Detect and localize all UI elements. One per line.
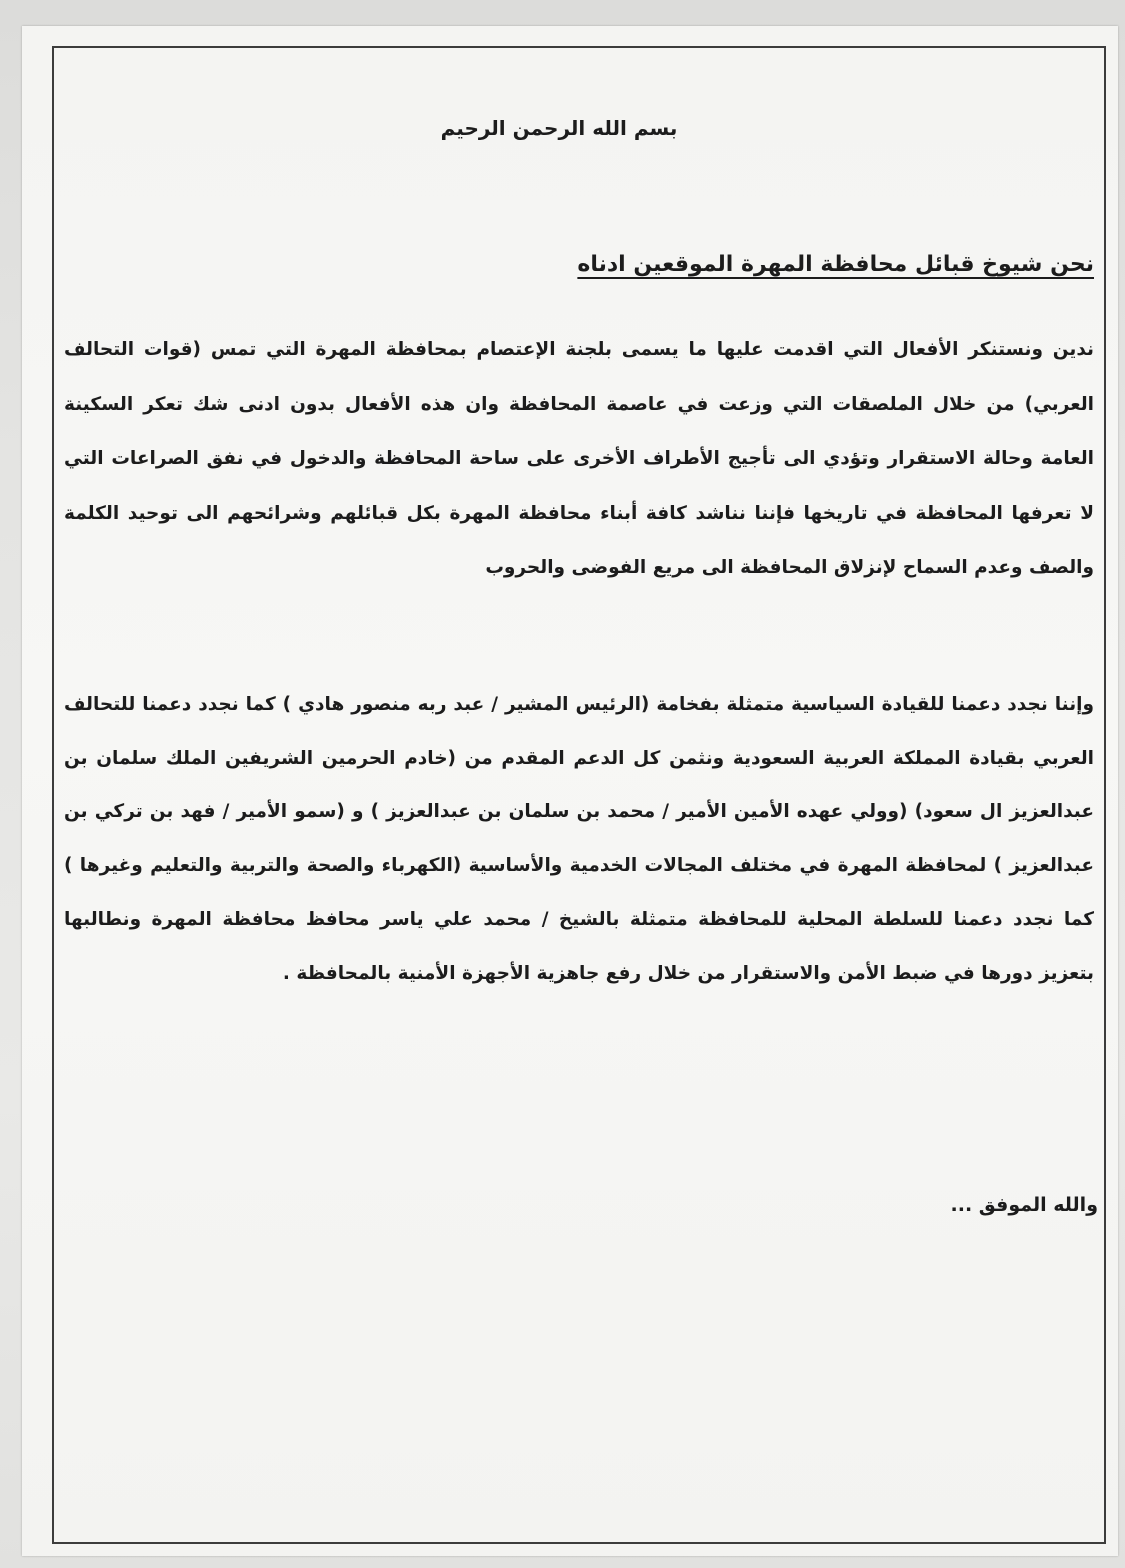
closing-line: والله الموفق ... [950, 1194, 1098, 1216]
basmala: بسم الله الرحمن الرحيم [440, 116, 678, 140]
paragraph-support: وإننا نجدد دعمنا للقيادة السياسية متمثلة بفخامة (الرئيس المشير / عبد ربه منصور هادي ) كما نجدد دعمنا للتحالف العربي بقيادة المملكة العربية السعودية ونثمن كل الدعم المقدم من (خادم الحرمين الشريفين الملك سلمان بن عبدالعزيز ال سعود) (وولي عهده الأمين الأمير / محمد بن سلمان بن عبدالعزيز ) و (سمو الأمير / فهد بن تركي بن عبدالعزيز ) لمحافظة المهرة في مختلف المجالات الخدمية والأساسية (الكهرباء والصحة والتربية والتعليم وغيرها ) كما نجدد دعمنا للسلطة المحلية للمحافظة متمثلة بالشيخ / محمد علي ياسر محافظ محافظة المهرة ونطالبها بتعزيز دورها في ضبط الأمن والاستقرار من خلال رفع جاهزية الأجهزة الأمنية بالمحافظة . [64, 694, 1094, 984]
document-page [22, 26, 1118, 1556]
document-heading: نحن شيوخ قبائل محافظة المهرة الموقعين ادناه [577, 252, 1094, 277]
paragraph-condemnation: ندين ونستنكر الأفعال التي اقدمت عليها ما يسمى بلجنة الإعتصام بمحافظة المهرة التي تمس (قوات التحالف العربي) من خلال الملصقات التي وزعت في عاصمة المحافظة وان هذه الأفعال بدون ادنى شك تعكر السكينة العامة وحالة الاستقرار وتؤدي الى تأجيج الأطراف الأخرى على ساحة المحافظة والدخول في نفق الصراعات التي لا تعرفها المحافظة في تاريخها فإننا نناشد كافة أبناء محافظة المهرة بكل قبائلهم وشرائحهم الى توحيد الكلمة والصف وعدم السماح لإنزلاق المحافظة الى مريع الفوضى والحروب [64, 339, 1094, 578]
